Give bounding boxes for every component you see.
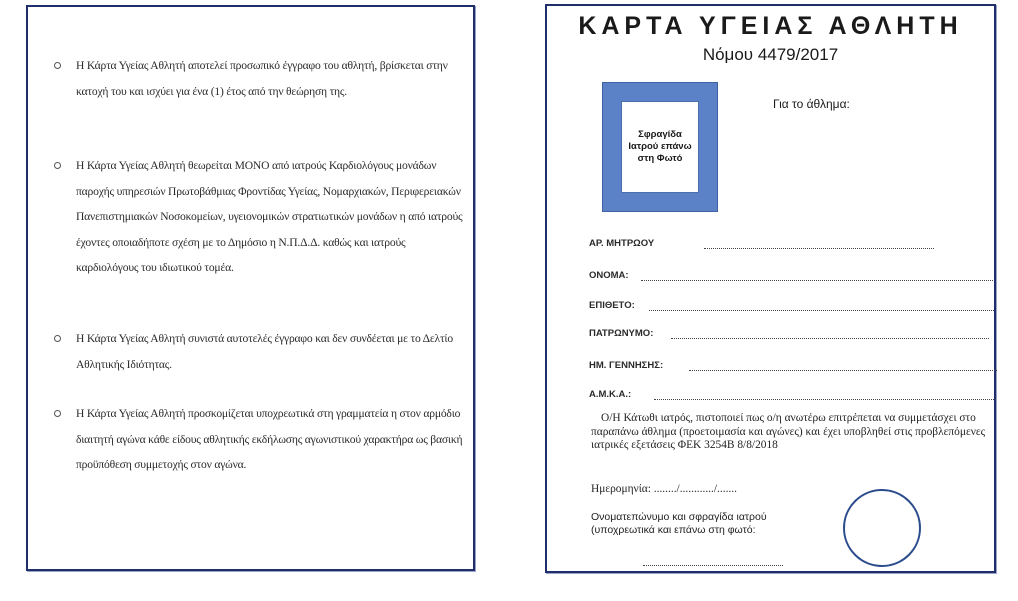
field-label: ΗΜ. ΓΕΝΝΗΣΗΣ: (589, 360, 664, 371)
photo-frame (602, 82, 718, 212)
field-first-name (589, 270, 629, 281)
info-paragraph-cardiologists (56, 153, 466, 281)
dotted-line (649, 310, 994, 311)
dotted-line (654, 399, 996, 400)
circle-bullet-icon (54, 335, 61, 342)
info-paragraph-independent (56, 326, 466, 377)
field-label: Α.Μ.Κ.Α.: (589, 389, 632, 400)
circle-bullet-icon (54, 410, 61, 417)
dotted-line (671, 338, 989, 339)
doctor-signature-label: Ονοματεπώνυμο και σφραγίδα ιατρού (υποχρεωτικά και επάνω στη φωτό: (591, 511, 767, 537)
paragraph-text: Η Κάρτα Υγείας Αθλητή αποτελεί προσωπικό έγγραφο του αθλητή, βρίσκεται στην κατοχή του και ισχύει για ένα (1) έτος από την θεώρηση της. (76, 59, 448, 98)
field-label: ΑΡ. ΜΗΤΡΩΟΥ (589, 238, 655, 249)
stamp-circle-icon (843, 489, 921, 567)
certification-text: Ο/Η Κάτωθι ιατρός, πιστοποιεί πως ο/η ανωτέρω επιτρέπεται να συμμετάσχει στο παραπάνω άθλημα (προετοιμασία και αγώνες) και έχει υποβληθεί στις προβλεπόμενες ιατρικές εξετάσεις ΦΕΚ 3254Β 8/8/2018 (591, 412, 986, 452)
date-line: Ημερομηνία: ......../............/....... (591, 483, 737, 495)
sport-label: Για το άθλημα: (773, 97, 850, 111)
card-title: ΚΑΡΤΑ ΥΓΕΙΑΣ ΑΘΛΗΤΗ (578, 12, 963, 40)
field-father-name (589, 328, 653, 339)
field-surname (589, 300, 635, 311)
paragraph-text: Η Κάρτα Υγείας Αθλητή συνιστά αυτοτελές έγγραφο και δεν συνδέεται με το Δελτίο Αθλητικής Ιδιότητας. (76, 332, 453, 371)
paragraph-text: Η Κάρτα Υγείας Αθλητή θεωρείται ΜΟΝΟ από ιατρούς Καρδιολόγους μονάδων παροχής υπηρεσιών Πρωτοβάθμιας Φροντίδας Υγείας, Νομαρχιακών, Περιφερειακών Πανεπιστημιακών Νοσοκομείων, υγειονομικών στρατιωτικών μονάδων η από ιατρούς έχοντες οποιαδήποτε σχέση με το Δημόσιο η Ν.Π.Δ.Δ. καθώς και ιατρούς καρδιολόγους του ιδιωτικού τομέα. (76, 159, 463, 274)
card-back (26, 5, 475, 571)
info-paragraph-mandatory (56, 401, 466, 478)
circle-bullet-icon (54, 62, 61, 69)
card-subtitle: Νόμου 4479/2017 (702, 45, 839, 64)
dotted-line (689, 370, 997, 371)
signature-dotted-line (643, 565, 783, 566)
info-paragraph-validity (56, 53, 466, 104)
field-birth-date (589, 360, 663, 371)
dotted-line (641, 280, 993, 281)
circle-bullet-icon (54, 162, 61, 169)
field-registry-number (589, 238, 654, 249)
field-amka (589, 389, 631, 400)
photo-placeholder: Σφραγίδα Ιατρού επάνω στη Φωτό (621, 101, 699, 193)
field-label: ΟΝΟΜΑ: (589, 270, 629, 281)
field-label: ΠΑΤΡΩΝΥΜΟ: (589, 328, 654, 339)
card-front (545, 4, 996, 573)
field-label: ΕΠΙΘΕΤΟ: (589, 300, 635, 311)
paragraph-text: Η Κάρτα Υγείας Αθλητή προσκομίζεται υποχρεωτικά στη γραμματεία η στον αρμόδιο διαιτητή αγώνα κάθε είδους αθλητικής εκδήλωσης αγωνιστικού χαρακτήρα ως βασική προϋπόθεση συμμετοχής στον αγώνα. (76, 407, 463, 471)
dotted-line (704, 248, 934, 249)
